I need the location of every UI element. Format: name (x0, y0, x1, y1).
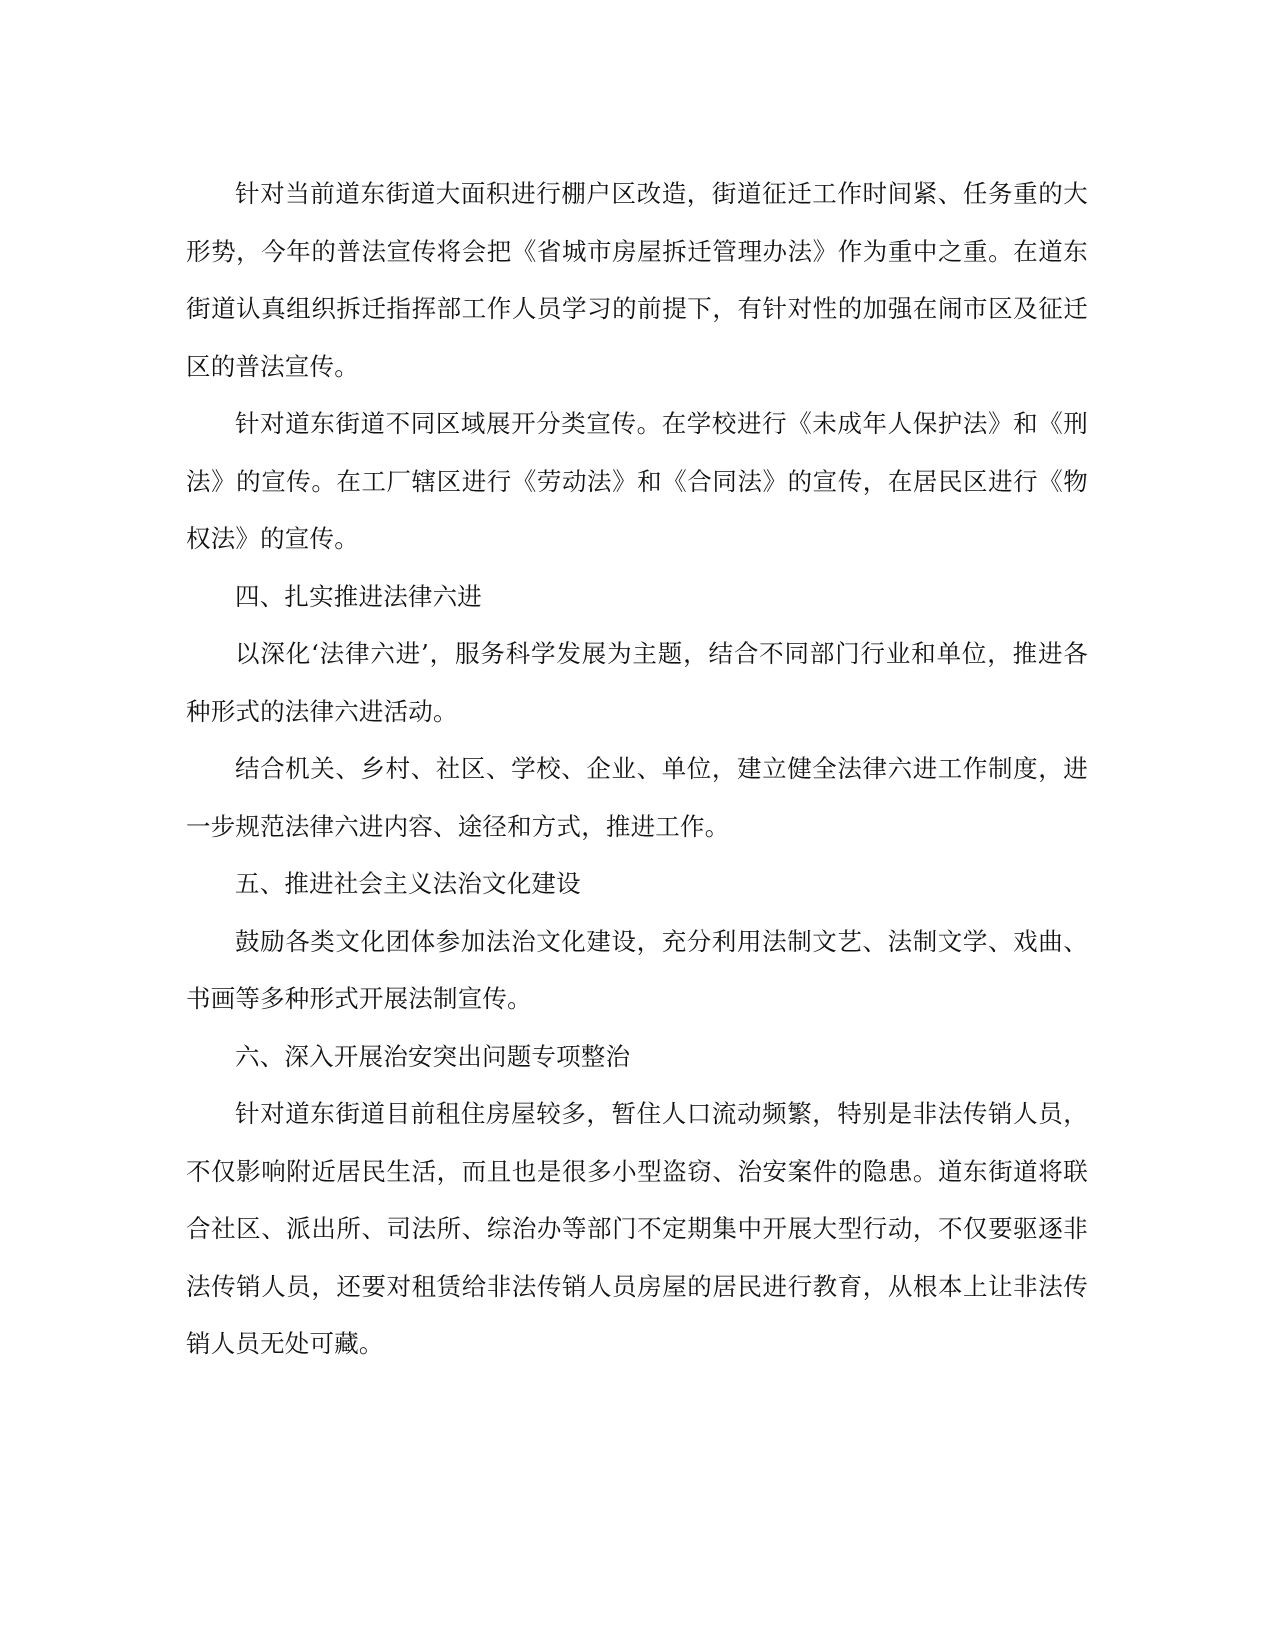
section-heading-public-security: 六、深入开展治安突出问题专项整治 (235, 1041, 631, 1071)
document-body (186, 165, 1088, 1373)
paragraph-legal-culture: 鼓励各类文化团体参加法治文化建设，充分利用法制文艺、法制文学、戏曲、书画等多种形式开展法制宣传。 (186, 926, 1088, 1013)
section-heading-law-six-entries: 四、扎实推进法律六进 (235, 581, 482, 611)
paragraph-law-six-entries-theme: 以深化‘法律六进’，服务科学发展为主题，结合不同部门行业和单位，推进各种形式的法律六进活动。 (186, 639, 1088, 726)
paragraph-public-security: 针对道东街道目前租住房屋较多，暂住人口流动频繁，特别是非法传销人员，不仅影响附近居民生活，而且也是很多小型盗窃、治安案件的隐患。道东街道将联合社区、派出所、司法所、综治办等部门不定期集中开展大型行动，不仅要驱逐非法传销人员，还要对租赁给非法传销人员房屋的居民进行教育，从根本上让非法传销人员无处可藏。 (186, 1099, 1088, 1358)
section-heading-legal-culture: 五、推进社会主义法治文化建设 (235, 869, 581, 898)
paragraph-demolition-publicity: 针对当前道东街道大面积进行棚户区改造，街道征迁工作时间紧、任务重的大形势，今年的普法宣传将会把《省城市房屋拆迁管理办法》作为重中之重。在道东街道认真组织拆迁指挥部工作人员学习的前提下，有针对性的加强在闹市区及征迁区的普法宣传。 (186, 179, 1088, 381)
paragraph-law-six-entries-system: 结合机关、乡村、社区、学校、企业、单位，建立健全法律六进工作制度，进一步规范法律六进内容、途径和方式，推进工作。 (186, 754, 1088, 841)
paragraph-classified-publicity: 针对道东街道不同区域展开分类宣传。在学校进行《未成年人保护法》和《刑法》的宣传。在工厂辖区进行《劳动法》和《合同法》的宣传，在居民区进行《物权法》的宣传。 (186, 409, 1088, 553)
